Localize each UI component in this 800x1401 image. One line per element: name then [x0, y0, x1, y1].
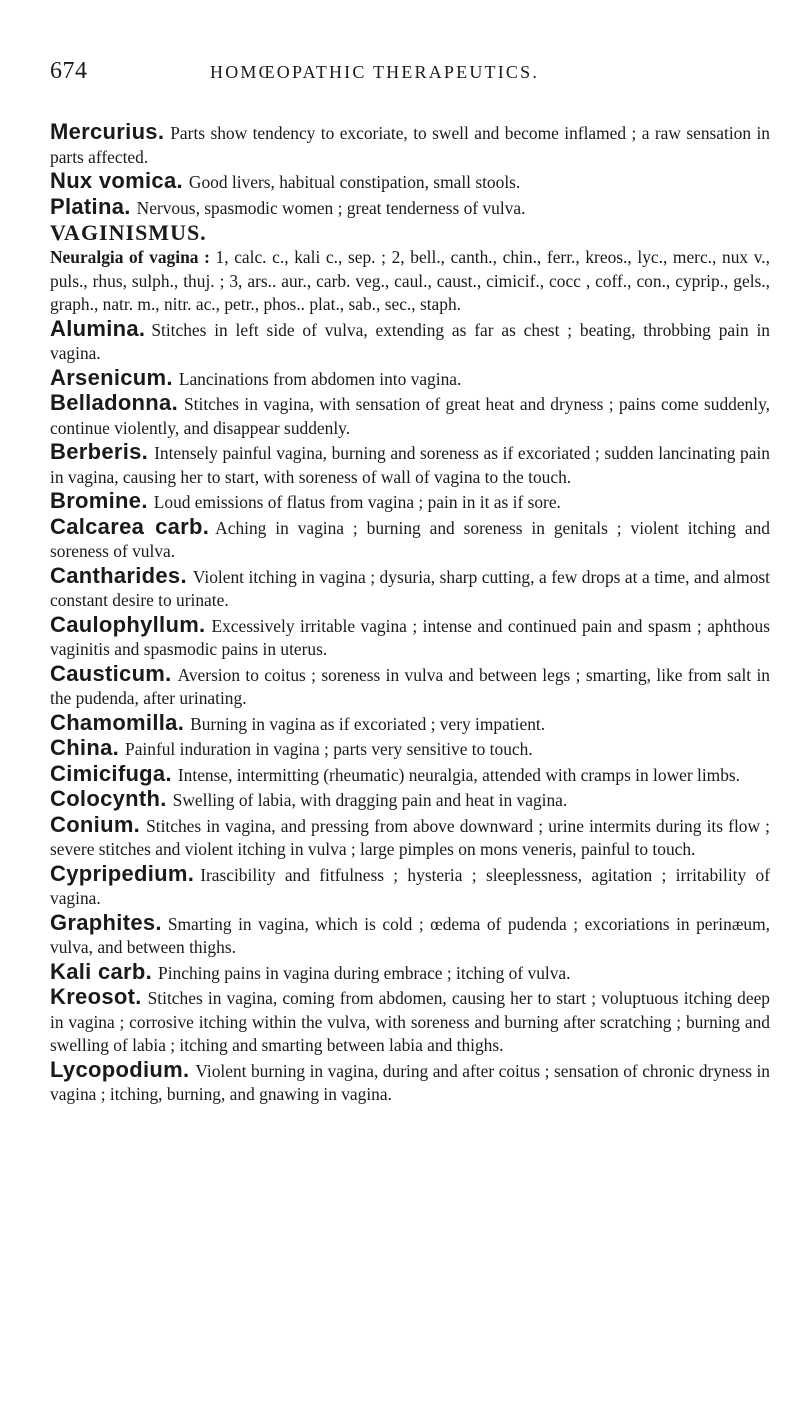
remedy-name: Chamomilla. [50, 709, 185, 735]
remedy-description: Stitches in vagina, with sensation of great heat and dryness ; pains come suddenly, continue violently, and disappear suddenly. [50, 394, 770, 438]
remedy-entry [50, 862, 770, 911]
running-head: HOMŒOPATHIC THERAPEUTICS. [210, 62, 540, 82]
remedy-name: Alumina. [50, 315, 146, 341]
remedy-entry [50, 489, 770, 515]
remedy-entry [50, 736, 770, 762]
intro-text: 1, calc. c., kali c., sep. ; 2, bell., canth., chin., ferr., kreos., lyc., merc., nux v., puls., rhus, sulph., thuj. ; 3, ars.. aur., carb. veg., caul., caust., cimicif., cocc , coff., con., cyprip., gels., graph., natr. m., nitr. ac., petr., phos.. plat., sab., sec., staph. [50, 247, 770, 314]
remedy-entry [50, 440, 770, 489]
remedy-name: Cimicifuga. [50, 760, 172, 786]
remedy-description: Intense, intermitting (rheumatic) neuralgia, attended with cramps in lower limbs. [177, 764, 741, 785]
remedy-entry [50, 911, 770, 960]
remedy-name: Kreosot. [50, 984, 142, 1009]
remedy-entry [50, 169, 770, 195]
remedy-entry [50, 564, 770, 613]
remedy-description: Good livers, habitual constipation, small stools. [188, 172, 521, 192]
remedy-description: Parts show tendency to excoriate, to swell and become inflamed ; a raw sensation in parts affected. [50, 123, 770, 167]
remedy-entry [50, 317, 770, 366]
entries-before [50, 120, 770, 220]
remedy-name: Colocynth. [50, 786, 167, 811]
remedy-description: Loud emissions of flatus from vagina ; pain in it as if sore. [153, 492, 561, 512]
remedy-name: Kali carb. [50, 958, 153, 984]
remedy-description: Stitches in left side of vulva, extending as far as chest ; beating, throbbing pain in vagina. [50, 319, 770, 363]
remedy-description: Swelling of labia, with dragging pain and heat in vagina. [172, 790, 568, 810]
remedy-description: Painful induration in vagina ; parts very sensitive to touch. [125, 739, 533, 759]
remedy-entry [50, 391, 770, 440]
remedy-entry [50, 985, 770, 1058]
remedy-name: Lycopodium. [50, 1056, 190, 1082]
remedy-name: Platina. [50, 193, 131, 219]
remedy-entries [50, 317, 770, 1107]
section-heading: VAGINISMUS. [50, 220, 207, 245]
remedy-description: Aversion to coitus ; soreness in vulva and between legs ; smarting, like from salt in the pudenda, after urinating. [50, 664, 770, 708]
remedy-description: Stitches in vagina, coming from abdomen, causing her to start ; voluptuous itching deep in vagina ; corrosive itching within the vulva, with soreness and burning after scratching ; burning and swelling of labia ; itching and smarting between labia and thighs. [50, 988, 770, 1055]
remedy-description: Excessively irritable vagina ; intense and continued pain and spasm ; aphthous vaginitis and spasmodic pains in uterus. [50, 615, 770, 659]
remedy-entry [50, 662, 770, 711]
remedy-description: Stitches in vagina, and pressing from above downward ; urine intermits during its flow ; severe stitches and violent itching in vulva ; large pimples on mons veneris, painful to touch. [50, 815, 770, 859]
remedy-name: Berberis. [50, 439, 149, 464]
remedy-entry [50, 813, 770, 862]
remedy-name: China. [50, 735, 120, 760]
book-page [50, 58, 770, 1107]
remedy-entry [50, 195, 770, 221]
remedy-description: Burning in vagina as if excoriated ; very impatient. [190, 713, 546, 734]
remedy-description: Intensely painful vagina, burning and soreness as if excoriated ; sudden lancinating pain in vagina, causing her to start, with soreness of wall of vagina to the touch. [50, 443, 770, 487]
remedy-description: Lancinations from abdomen into vagina. [178, 368, 462, 389]
remedy-name: Belladonna. [50, 390, 178, 415]
remedy-name: Mercurius. [50, 119, 165, 144]
remedy-name: Conium. [50, 811, 141, 837]
section-intro [50, 246, 770, 317]
remedy-entry [50, 366, 770, 392]
remedy-description: Violent burning in vagina, during and after coitus ; sensation of chronic dryness in vagina ; itching, burning, and gnawing in vagina. [50, 1060, 770, 1104]
page-header [50, 58, 770, 98]
remedy-entry [50, 787, 770, 813]
remedy-name: Cantharides. [50, 562, 187, 588]
remedy-description: Aching in vagina ; burning and soreness in genitals ; violent itching and soreness of vulva. [50, 517, 770, 561]
remedy-entry [50, 515, 770, 564]
remedy-entry [50, 960, 770, 986]
remedy-entry [50, 711, 770, 737]
page-number: 674 [50, 58, 88, 84]
remedy-name: Caulophyllum. [50, 611, 206, 637]
remedy-name: Causticum. [50, 660, 172, 686]
remedy-description: Violent itching in vagina ; dysuria, sharp cutting, a few drops at a time, and almost constant desire to urinate. [50, 566, 770, 610]
remedy-name: Graphites. [50, 909, 162, 935]
remedy-description: Pinching pains in vagina during embrace ; itching of vulva. [158, 962, 571, 983]
remedy-name: Bromine. [50, 488, 148, 513]
remedy-name: Arsenicum. [50, 364, 173, 390]
remedy-entry [50, 762, 770, 788]
intro-label: Neuralgia of vagina : [50, 247, 210, 267]
remedy-description: Smarting in vagina, which is cold ; œdema of pudenda ; excoriations in perinæum, vulva, and between thighs. [50, 913, 770, 957]
remedy-entry [50, 1058, 770, 1107]
remedy-name: Nux vomica. [50, 168, 183, 193]
remedy-entry [50, 613, 770, 662]
remedy-name: Calcarea carb. [50, 513, 210, 539]
remedy-name: Cypripedium. [50, 860, 195, 886]
remedy-description: Nervous, spasmodic women ; great tenderness of vulva. [136, 197, 526, 218]
remedy-description: Irascibility and fitfulness ; hysteria ; sleeplessness, agitation ; irritability of vagina. [50, 864, 770, 908]
remedy-entry [50, 120, 770, 169]
